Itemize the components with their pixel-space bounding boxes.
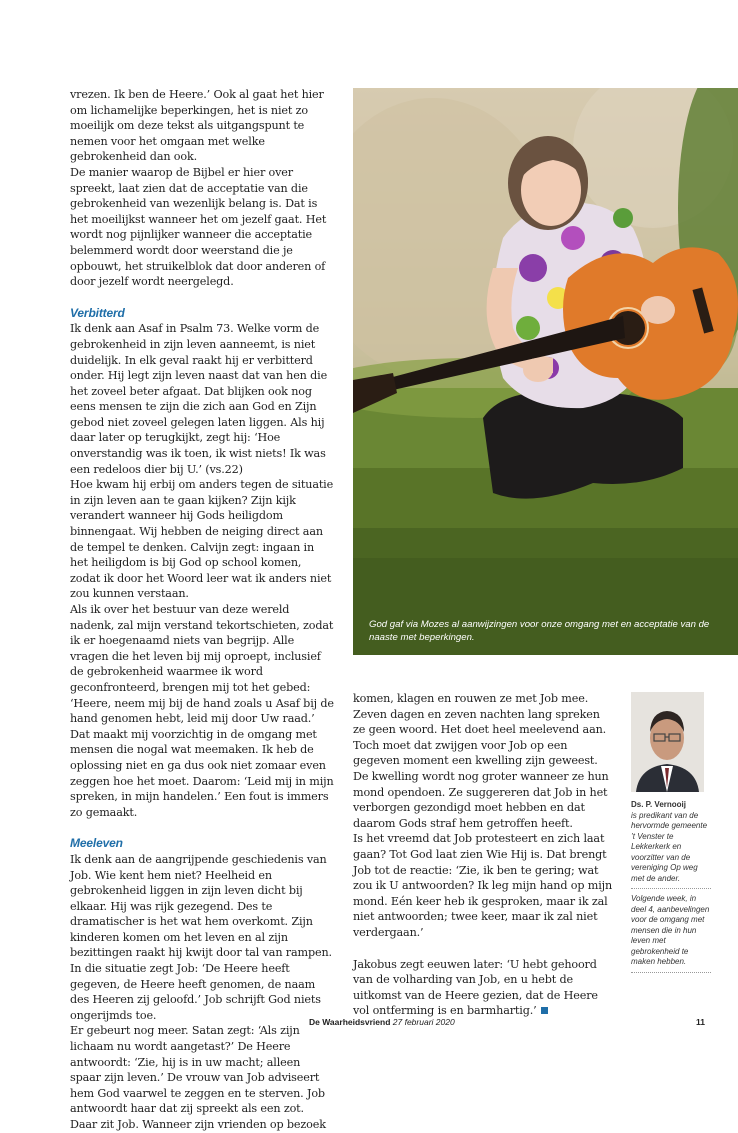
photo-illustration	[353, 88, 738, 655]
photo-caption: God gaf via Mozes al aanwijzingen voor onze omgang met en acceptatie van de naaste met beperkingen.	[369, 619, 710, 643]
paragraph: Ik denk aan de aangrijpende geschiedenis van Job. Wie kent hem niet? Heelheid en gebrokenheid liggen in zijn leven dicht bij elkaar. Hij was rijk gezegend. Des te dramatischer is het wat hem overkomt. Zijn kinderen komen om het leven en al zijn bezittingen raakt hij kwijt door tal van rampen. In die situatie zegt Job: ‘De Heere heeft gegeven, de Heere heeft genomen, de naam des Heeren zij geloofd.’ Job schrijft God niets ongerijmds toe.	[70, 852, 332, 1022]
author-portrait	[631, 692, 704, 792]
section-heading-verbitterd: Verbitterd	[70, 305, 125, 320]
article-column-1	[70, 87, 334, 1133]
paragraph: Hoe kwam hij erbij om anders tegen de situatie in zijn leven aan te gaan kijken? Zijn kijk verandert wanneer hij Gods heiligdom binnengaat. Wij hebben de neiging direct aan de tempel te denken. Calvijn zegt: ingaan in het heiligdom is bij God op school komen, zodat ik door het Woord leer wat ik anders niet zou kunnen verstaan.	[70, 478, 334, 601]
author-info	[631, 800, 711, 978]
paragraph-text: Jakobus zegt eeuwen later: ‘U hebt gehoord van de volharding van Job, en u hebt de uitkomst van de Heere gezien, dat de Heere vol ontferming is en barmhartig.’	[353, 957, 598, 1018]
article-column-2	[353, 691, 615, 1019]
paragraph: Is het vreemd dat Job protesteert en zich laat gaan? Tot God laat zien Wie Hij is. Dat brengt Job tot de reactie: ‘Zie, ik ben te gering; wat zou ik U antwoorden? Ik leg mijn hand op mijn mond. Eén keer heb ik gesproken, maar ik zal niet antwoorden; twee keer, maar ik zal niet verdergaan.’	[353, 832, 613, 939]
paragraph: Daar zit Job. Wanneer zijn vrienden op bezoek	[70, 1118, 326, 1131]
page-number: 11	[696, 1017, 705, 1027]
footer-publication	[309, 1017, 455, 1027]
paragraph: Ik denk aan Asaf in Psalm 73. Welke vorm de gebrokenheid in zijn leven aanneemt, is niet duidelijk. In elk geval raakt hij er verbitterd onder. Hij legt zijn leven naast dat van hen die het zoveel beter afgaat. Dat blijken ook nog eens mensen te zijn die zich aan God en Zijn gebod niet zoveel gelegen laten liggen. Als hij daar later op terugkijkt, zegt hij: ‘Hoe onverstandig was ik toen, ik wist niets! Ik was een redeloos dier bij U.’ (vs.22)	[70, 322, 328, 476]
paragraph: komen, klagen en rouwen ze met Job mee. Zeven dagen en zeven nachten lang spreken ze geen woord. Het doet heel meelevend aan. Toch moet dat zwijgen voor Job op een gegeven moment een kwelling zijn geweest. De kwelling wordt nog groter wanneer ze hun mond opendoen. Ze suggereren dat Job in het verborgen gezondigd moet hebben en dat daarom Gods straf hem getroffen heeft.	[353, 692, 609, 830]
paragraph: Als ik over het bestuur van deze wereld nadenk, zal mijn verstand tekortschieten, zodat ik er hoegenaamd niets van begrijp. Alle vragen die het leven bij mij oproept, inclusief de gebrokenheid waarmee ik word geconfronteerd, brengen mij tot het gebed: ‘Heere, neem mij bij de hand zoals u Asaf bij de hand genomen hebt, leid mij door Uw raad.’	[70, 603, 334, 726]
divider	[631, 972, 711, 973]
end-mark-icon	[541, 1007, 548, 1014]
final-paragraph	[353, 957, 615, 1019]
article-photo	[353, 88, 738, 655]
paragraph: vrezen. Ik ben de Heere.’ Ook al gaat het hier om lichamelijke beperkingen, het is niet zo moeilijk om deze tekst als uitgangspunt te nemen voor het omgaan met welke gebrokenheid dan ook.	[70, 88, 324, 164]
author-name: Ds. P. Vernooij	[631, 800, 686, 809]
paragraph: De manier waarop de Bijbel er hier over spreekt, laat zien dat de acceptatie van die gebrokenheid van wezenlijk belang is. Dat is het moeilijkst wanneer het om jezelf gaat. Het wordt nog pijnlijker wanneer die acceptatie belemmerd wordt door weerstand die je opbouwt, het struikelblok dat door anderen of door jezelf wordt neergelegd.	[70, 165, 327, 289]
divider	[631, 888, 711, 889]
author-bio: is predikant van de hervormde gemeente ’t Venster te Lekkerkerk en voorzitter van de vereniging Op weg met de ander.	[631, 810, 708, 883]
next-week-note: Volgende week, in deel 4, aanbevelingen voor de omgang met mensen die in hun leven met gebrokenheid te maken hebben.	[631, 894, 710, 966]
section-heading-meeleven: Meeleven	[70, 836, 123, 851]
author-portrait-illustration	[631, 692, 704, 792]
issue-date: 27 februari 2020	[392, 1017, 455, 1027]
paragraph: Er gebeurt nog meer. Satan zegt: ‘Als zijn lichaam nu wordt aangetast?’ De Heere antwoordt: ‘Zie, hij is in uw macht; alleen spaar zijn leven.’ De vrouw van Job adviseert hem God vaarwel te zeggen en te sterven. Job antwoordt haar dat zij spreekt als een zot.	[70, 1024, 325, 1116]
paragraph: Dat maakt mij voorzichtig in de omgang met mensen die nogal wat meemaken. Ik heb de oplossing niet en ga dus ook niet zomaar even zeggen hoe het moet. Daarom: ‘Leid mij in mijn spreken, in mijn handelen.’ Een fout is immers zo gemaakt.	[70, 727, 334, 819]
magazine-name: De Waarheidsvriend	[309, 1017, 391, 1027]
